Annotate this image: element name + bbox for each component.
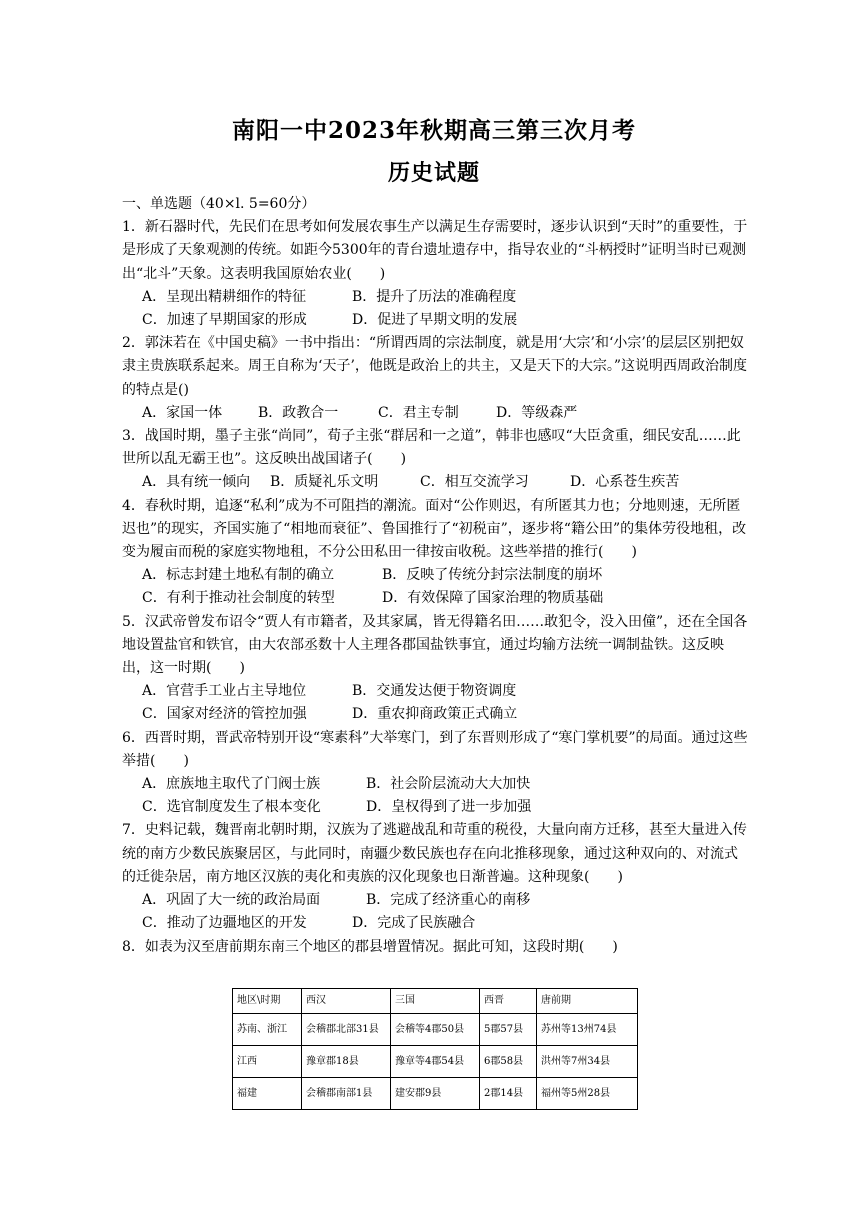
table-cell: 6郡58县 bbox=[480, 1046, 537, 1078]
table-header-cell: 西汉 bbox=[302, 989, 391, 1014]
option[interactable]: D．等级森严 bbox=[496, 404, 578, 421]
option-row bbox=[122, 587, 748, 610]
option[interactable]: A．家国一体 bbox=[142, 404, 223, 421]
table-cell: 豫章郡18县 bbox=[302, 1046, 391, 1078]
option[interactable]: C．相互交流学习 bbox=[420, 474, 529, 491]
option-row bbox=[122, 773, 748, 796]
option[interactable]: B．社会阶层流动大大加快 bbox=[366, 776, 531, 793]
table-header-row bbox=[233, 989, 638, 1014]
option[interactable]: A．具有统一倾向 bbox=[142, 474, 251, 491]
exam-title: 南阳一中2023年秋期高三第三次月考 bbox=[231, 117, 636, 144]
option-row bbox=[122, 402, 748, 425]
table-header-cell: 地区\时期 bbox=[233, 989, 302, 1014]
county-table bbox=[232, 988, 638, 1110]
option-row bbox=[122, 309, 748, 332]
question-stem: 7．史料记载，魏晋南北朝时期，汉族为了逃避战乱和苛重的税役，大量向南方迁移，甚至大量进入传统的南方少数民族聚居区，与此同时，南疆少数民族也存在向北推移现象，通过这种双向的、对流式的迁徙杂居，南方地区汉族的夷化和夷族的汉化现象也日渐普遍。这种现象( ) bbox=[122, 822, 747, 885]
table-header-cell: 唐前期 bbox=[537, 989, 638, 1014]
option[interactable]: A．庶族地主取代了门阀士族 bbox=[142, 776, 321, 793]
table-cell: 会稽等4郡50县 bbox=[391, 1014, 480, 1046]
option[interactable]: B．反映了传统分封宗法制度的崩坏 bbox=[382, 567, 603, 584]
question-list bbox=[122, 193, 748, 959]
table-cell: 江西 bbox=[233, 1046, 302, 1078]
question-stem: 5．汉武帝曾发布诏令“贾人有市籍者，及其家属，皆无得籍名田……敢犯令，没入田僮”，还在全国各地设置盐官和铁官，由大农部丞数十人主理各郡国盐铁事宜，通过均输方法统一调制盐铁。这反映出，这一时期( ) bbox=[122, 613, 748, 677]
option[interactable]: C．君主专制 bbox=[378, 404, 459, 421]
table-cell: 5郡57县 bbox=[480, 1014, 537, 1046]
question-stem: 3．战国时期，墨子主张“尚同”，荀子主张“群居和一之道”，韩非也感叹“大臣贪重，细民安乱……此世所以乱无霸王也”。这反映出战国诸子( ) bbox=[122, 428, 741, 468]
table-row bbox=[233, 1046, 638, 1078]
option[interactable]: D．心系苍生疾苦 bbox=[570, 474, 680, 491]
option[interactable]: D．有效保障了国家治理的物质基础 bbox=[382, 590, 604, 607]
option[interactable]: B．提升了历法的准确程度 bbox=[352, 288, 517, 305]
option[interactable]: A．标志封建土地私有制的确立 bbox=[142, 567, 335, 584]
option[interactable]: C．加速了早期国家的形成 bbox=[142, 312, 307, 329]
table-cell: 豫章等4郡54县 bbox=[391, 1046, 480, 1078]
section-heading: 一、单选题（40×l. 5=60分） bbox=[122, 196, 316, 212]
table-cell: 2郡14县 bbox=[480, 1078, 537, 1110]
table-cell: 会稽郡南部1县 bbox=[302, 1078, 391, 1110]
exam-subtitle: 历史试题 bbox=[387, 160, 480, 186]
option-row bbox=[122, 471, 748, 494]
table-cell: 苏州等13州74县 bbox=[537, 1014, 638, 1046]
option-row bbox=[122, 680, 748, 703]
option[interactable]: D．重农抑商政策正式确立 bbox=[352, 706, 518, 723]
question-stem: 6．西晋时期，晋武帝特别开设“寒素科”大举寒门，到了东晋则形成了“寒门掌机要”的局面。通过这些举措( ) bbox=[122, 729, 748, 769]
option[interactable]: B．完成了经济重心的南移 bbox=[366, 892, 531, 909]
option-row bbox=[122, 286, 748, 309]
table-header-cell: 三国 bbox=[391, 989, 480, 1014]
table-header-cell: 西晋 bbox=[480, 989, 537, 1014]
option-row bbox=[122, 796, 748, 819]
table-cell: 建安郡9县 bbox=[391, 1078, 480, 1110]
option[interactable]: A．官营手工业占主导地位 bbox=[142, 683, 307, 700]
option[interactable]: D．完成了民族融合 bbox=[352, 915, 476, 932]
table-cell: 洪州等7州34县 bbox=[537, 1046, 638, 1078]
question-stem: 1．新石器时代，先民们在思考如何发展农事生产以满足生存需要时，逐步认识到“天时”的重要性，于是形成了天象观测的传统。如距今5300年的青台遗址遗存中，指导农业的“斗柄授时”证明当时已观测出“北斗”天象。这表明我国原始农业( ) bbox=[122, 219, 748, 282]
option-row bbox=[122, 703, 748, 726]
option-row bbox=[122, 564, 748, 587]
table-cell: 福建 bbox=[233, 1078, 302, 1110]
option[interactable]: B．政教合一 bbox=[258, 404, 339, 421]
option[interactable]: A．呈现出精耕细作的特征 bbox=[142, 288, 307, 305]
option[interactable]: D．促进了早期文明的发展 bbox=[352, 312, 518, 329]
option-row bbox=[122, 912, 748, 935]
question-stem: 8．如表为汉至唐前期东南三个地区的郡县增置情况。据此可知，这段时期( ) bbox=[122, 938, 618, 955]
option[interactable]: C．推动了边疆地区的开发 bbox=[142, 915, 307, 932]
option[interactable]: A．巩固了大一统的政治局面 bbox=[142, 892, 321, 909]
option[interactable]: C．选官制度发生了根本变化 bbox=[142, 799, 321, 816]
option[interactable]: B．质疑礼乐文明 bbox=[270, 474, 379, 491]
option[interactable]: B．交通发达便于物资调度 bbox=[352, 683, 517, 700]
table-cell: 福州等5州28县 bbox=[537, 1078, 638, 1110]
table-cell: 苏南、浙江 bbox=[233, 1014, 302, 1046]
question-stem: 4．春秋时期，追逐“私利”成为不可阻挡的潮流。面对“公作则迟，有所匿其力也；分地则速，无所匿迟也”的现实，齐国实施了“相地而衰征”、鲁国推行了“初税亩”，逐步将“籍公田”的集体劳役地租，改变为履亩而税的家庭实物地租，不分公田私田一律按亩收税。这些举措的推行( ) bbox=[122, 497, 747, 561]
option[interactable]: C．有利于推动社会制度的转型 bbox=[142, 590, 335, 607]
option[interactable]: C．国家对经济的管控加强 bbox=[142, 706, 307, 723]
question-stem: 2．郭沫若在《中国史稿》一书中指出：“所谓西周的宗法制度，就是用‘大宗’和‘小宗’的层层区别把奴隶主贵族联系起来。周王自称为‘天子’，他既是政治上的共主，又是天下的大宗。”这说明西周政治制度的特点是() bbox=[122, 335, 748, 398]
table-row bbox=[233, 1014, 638, 1046]
table-row bbox=[233, 1078, 638, 1110]
option[interactable]: D．皇权得到了进一步加强 bbox=[366, 799, 532, 816]
table-cell: 会稽郡北部31县 bbox=[302, 1014, 391, 1046]
option-row bbox=[122, 889, 748, 912]
